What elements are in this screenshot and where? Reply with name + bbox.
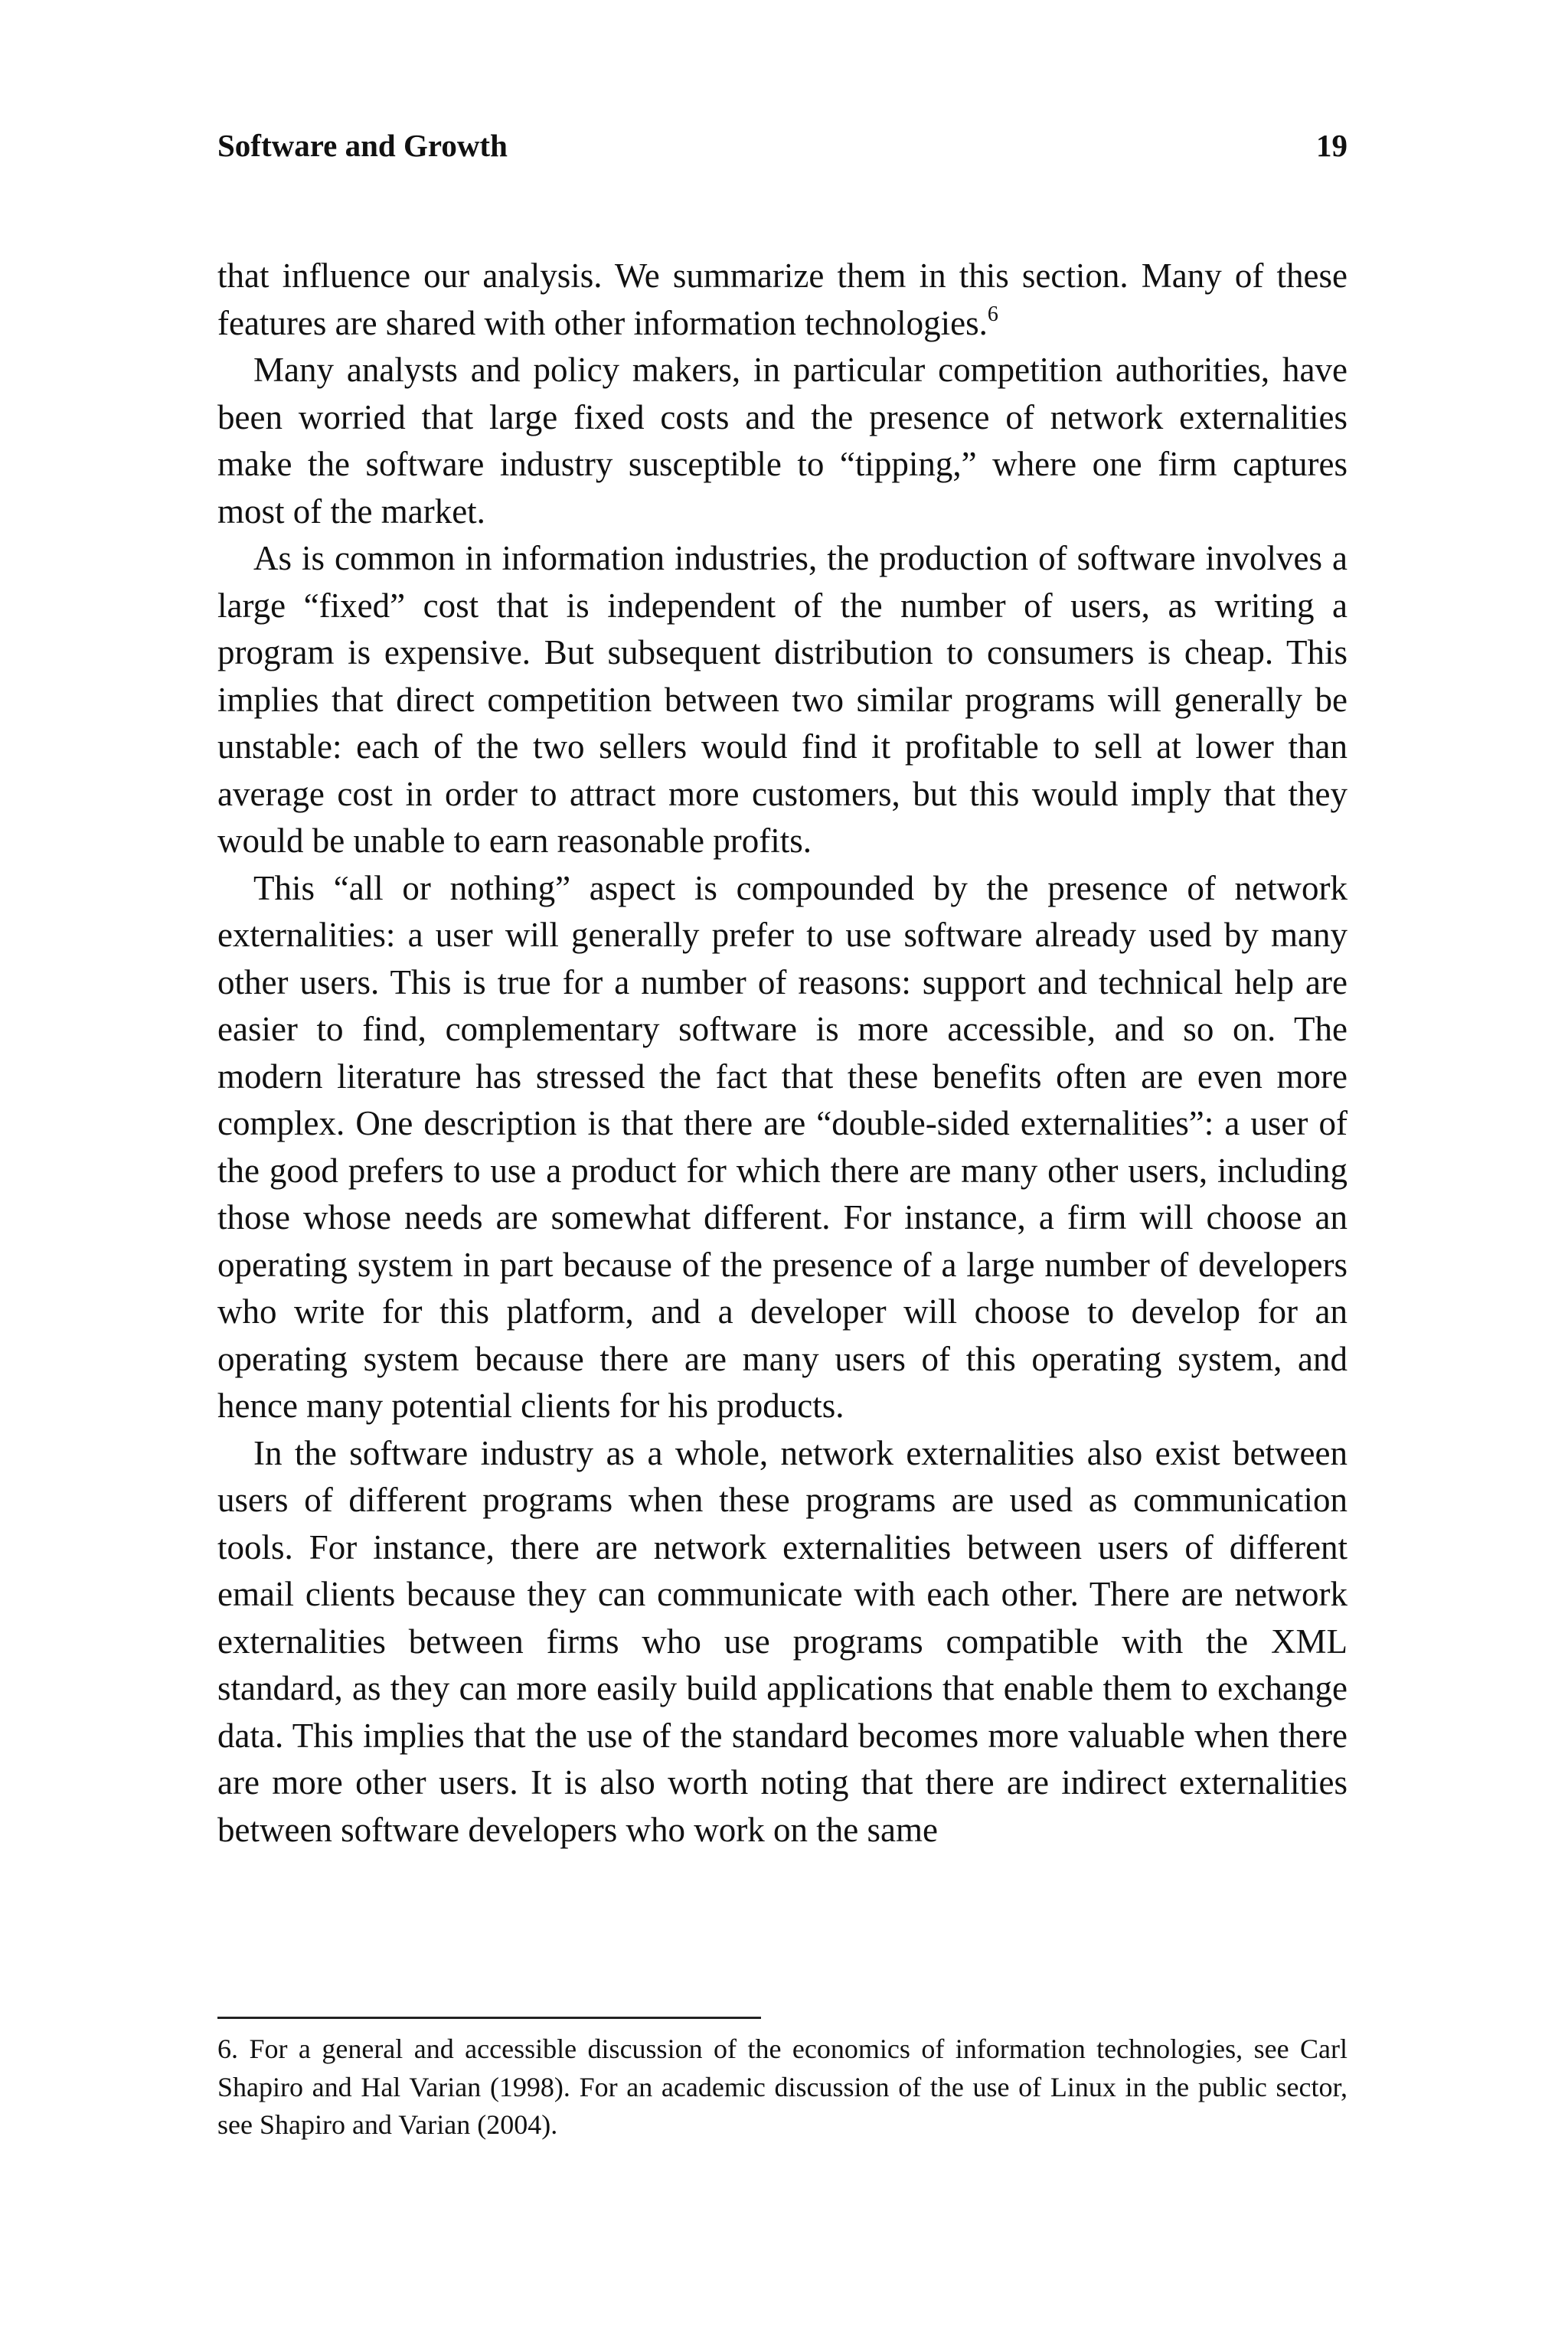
paragraph: As is common in information industries, the production of software involves a large “fixed” cost that is independent of the number of users, as writing a program is expensive. But subsequent distribution to consumers is cheap. This implies that direct competition between two similar programs will generally be unstable: each of the two sellers would find it profitable to sell at lower than average cost in order to attract more customers, but this would imply that they would be unable to earn reasonable profits. [217, 539, 1348, 860]
footnote-reference[interactable]: 6 [987, 302, 998, 326]
body-text [217, 253, 1348, 1854]
page-number: 19 [1316, 128, 1348, 163]
paragraph: Many analysts and policy makers, in particular competition authorities, have been worried that large fixed costs and the presence of network externalities make the software industry susceptible to “tipping,” where one firm captures most of the market. [217, 351, 1348, 531]
paragraph [217, 253, 1348, 347]
paragraph-text: that influence our analysis. We summarize them in this section. Many of these features are shared with other information technologies. [217, 256, 1348, 342]
footnote-divider [217, 2017, 761, 2019]
paragraph: This “all or nothing” aspect is compounded by the presence of network externalities: a user will generally prefer to use software already used by many other users. This is true for a number of reasons: support and technical help are easier to find, complementary software is more accessible, and so on. The modern literature has stressed the fact that these benefits often are even more complex. One description is that there are “double-sided externalities”: a user of the good prefers to use a product for which there are many other users, including those whose needs are somewhat different. For instance, a firm will choose an operating system in part because of the presence of a large number of developers who write for this platform, and a developer will choose to develop for an operating system because there are many users of this operating system, and hence many potential clients for his products. [217, 868, 1348, 1425]
footnote: 6. For a general and accessible discussion of the economics of information technologies, see Carl Shapiro and Hal Varian (1998). For an academic discussion of the use of Linux in the public sector, see Shapiro and Varian (2004). [217, 2034, 1348, 2140]
chapter-title: Software and Growth [217, 128, 508, 163]
paragraph: In the software industry as a whole, network externalities also exist between users of different programs when these programs are used as communication tools. For instance, there are network externalities between users of different email clients because they can communicate with each other. There are network externalities between firms who use programs compatible with the XML standard, as they can more easily build applications that enable them to exchange data. This implies that the use of the standard becomes more valuable when there are more other users. It is also worth noting that there are indirect externalities between software developers who work on the same [217, 1433, 1348, 1849]
running-head [217, 122, 1348, 168]
